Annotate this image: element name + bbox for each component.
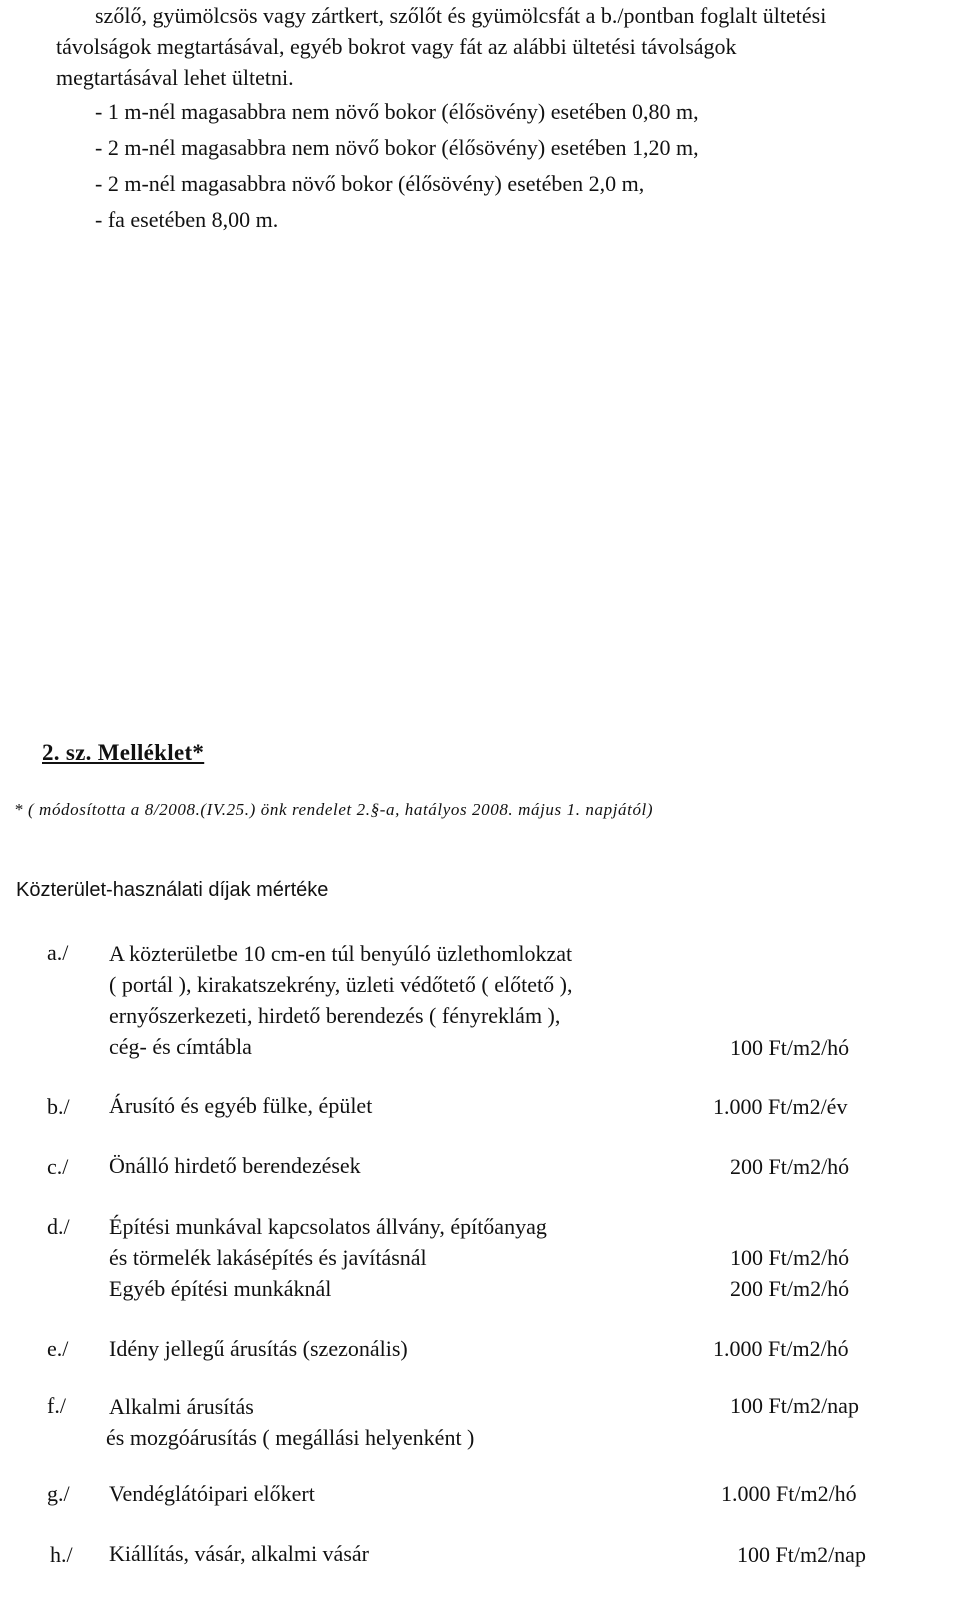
row-text: ( portál ), kirakatszekrény, üzleti védőtető ( előtető ), <box>109 972 573 997</box>
row-price: 100 Ft/m2/hó <box>730 1245 850 1270</box>
row-letter: a./ <box>47 940 69 965</box>
annex-title: 2. sz. Melléklet* <box>42 740 205 765</box>
row-letter: e./ <box>47 1336 69 1361</box>
row-price: 1.000 Ft/m2/hó <box>713 1336 849 1361</box>
row-text: Vendéglátóipari előkert <box>109 1481 315 1506</box>
row-text: Idény jellegű árusítás (szezonális) <box>109 1336 408 1361</box>
row-price: 100 Ft/m2/nap <box>730 1393 859 1418</box>
list-item: - 2 m-nél magasabbra nem növő bokor (élősövény) esetében 1,20 m, <box>95 135 699 160</box>
annex-amendment-note: * ( módosította a 8/2008.(IV.25.) önk rendelet 2.§-a, hatályos 2008. május 1. napjától) <box>14 800 654 819</box>
fees-title: Közterület-használati díjak mértéke <box>16 879 329 901</box>
row-price: 100 Ft/m2/nap <box>737 1542 866 1567</box>
row-letter: f./ <box>47 1393 66 1418</box>
row-text: és mozgóárusítás ( megállási helyenként ) <box>106 1425 475 1450</box>
row-price: 1.000 Ft/m2/év <box>713 1094 848 1119</box>
list-item: - fa esetében 8,00 m. <box>95 207 279 232</box>
intro-line: távolságok megtartásával, egyéb bokrot vagy fát az alábbi ültetési távolságok <box>56 34 737 59</box>
intro-line: megtartásával lehet ültetni. <box>56 65 294 90</box>
row-price: 100 Ft/m2/hó <box>730 1035 850 1060</box>
row-text: Önálló hirdető berendezések <box>109 1153 361 1178</box>
row-price: 1.000 Ft/m2/hó <box>721 1481 857 1506</box>
row-text: A közterületbe 10 cm-en túl benyúló üzlethomlokzat <box>109 941 573 966</box>
row-text: ernyőszerkezeti, hirdető berendezés ( fényreklám ), <box>109 1003 561 1028</box>
list-item: - 1 m-nél magasabbra nem növő bokor (élősövény) esetében 0,80 m, <box>95 99 699 124</box>
row-letter: d./ <box>47 1214 70 1239</box>
row-text: Építési munkával kapcsolatos állvány, építőanyag <box>109 1214 547 1239</box>
row-text: Árusító és egyéb fülke, épület <box>109 1093 373 1118</box>
row-price: 200 Ft/m2/hó <box>730 1276 850 1301</box>
intro-line: szőlő, gyümölcsös vagy zártkert, szőlőt és gyümölcsfát a b./pontban foglalt ültetési <box>95 3 827 28</box>
row-price: 200 Ft/m2/hó <box>730 1154 850 1179</box>
list-item: - 2 m-nél magasabbra növő bokor (élősövény) esetében 2,0 m, <box>95 171 645 196</box>
row-letter: g./ <box>47 1481 70 1506</box>
row-text: Kiállítás, vásár, alkalmi vásár <box>109 1541 369 1566</box>
row-text: cég- és címtábla <box>109 1034 252 1059</box>
row-letter: h./ <box>50 1542 73 1567</box>
row-text: Egyéb építési munkáknál <box>109 1276 332 1301</box>
row-letter: c./ <box>47 1154 69 1179</box>
row-letter: b./ <box>47 1094 70 1119</box>
row-text: és törmelék lakásépítés és javításnál <box>109 1245 427 1270</box>
row-text: Alkalmi árusítás <box>109 1394 254 1419</box>
